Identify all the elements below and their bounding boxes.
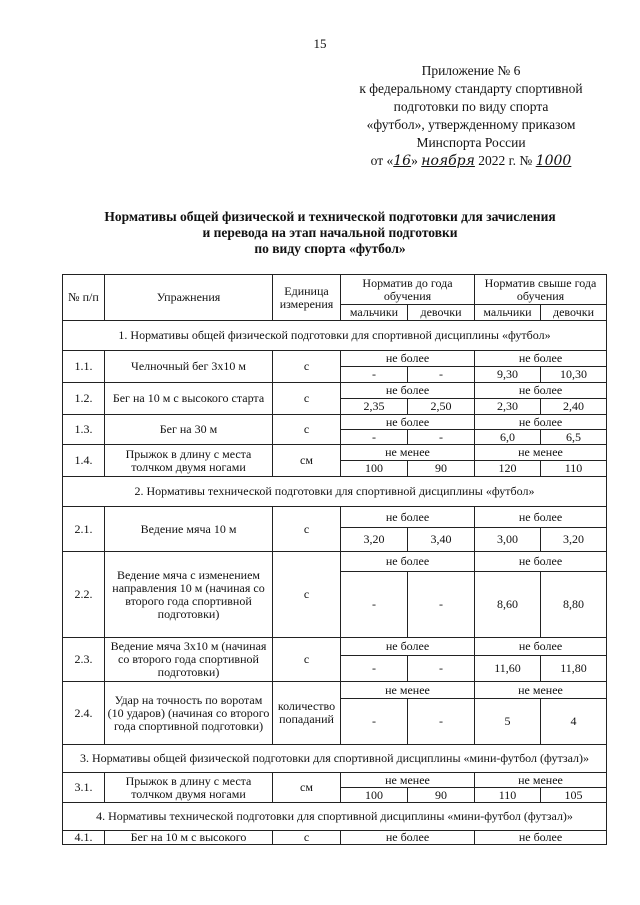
value-cell: 5: [475, 699, 541, 745]
order-day: 16: [393, 153, 412, 169]
exercise-name: Прыжок в длину с места толчком двумя ногами: [105, 445, 273, 477]
header-girls: девочки: [541, 305, 607, 321]
order-year: 2022 г. №: [474, 153, 536, 168]
limit-label: не более: [475, 507, 607, 528]
header-girls: девочки: [408, 305, 475, 321]
limit-label: не более: [341, 415, 475, 430]
section-title: 4. Нормативы технической подготовки для спортивной дисциплины «мини-футбол (футзал)»: [63, 803, 607, 831]
row-number: 1.4.: [63, 445, 105, 477]
exercise-name: Челночный бег 3х10 м: [105, 351, 273, 383]
limit-label: не более: [475, 383, 607, 399]
row-number: 1.2.: [63, 383, 105, 415]
unit: с: [273, 638, 341, 682]
value-cell: 90: [408, 788, 475, 803]
value-cell: -: [341, 430, 408, 445]
exercise-name: Ведение мяча 10 м: [105, 507, 273, 552]
value-cell: 120: [475, 461, 541, 477]
value-cell: 11,60: [475, 656, 541, 682]
section-title: 2. Нормативы технической подготовки для спортивной дисциплины «футбол»: [63, 477, 607, 507]
limit-label: не менее: [475, 773, 607, 788]
limit-label: не более: [475, 415, 607, 430]
value-cell: -: [408, 572, 475, 638]
header-line: подготовки по виду спорта: [393, 99, 549, 114]
value-cell: -: [408, 699, 475, 745]
limit-label: не более: [341, 638, 475, 656]
header-exercise: Упражнения: [105, 275, 273, 321]
value-cell: 9,30: [475, 367, 541, 383]
title-line: Нормативы общей физической и технической подготовки для зачисления: [104, 209, 556, 224]
value-cell: 110: [475, 788, 541, 803]
unit: с: [273, 507, 341, 552]
limit-label: не менее: [475, 682, 607, 699]
value-cell: 10,30: [541, 367, 607, 383]
limit-label: не менее: [341, 445, 475, 461]
value-cell: 6,0: [475, 430, 541, 445]
header-boys: мальчики: [475, 305, 541, 321]
header-boys: мальчики: [341, 305, 408, 321]
value-cell: -: [408, 367, 475, 383]
exercise-name: Бег на 10 м с высокого старта: [105, 383, 273, 415]
value-cell: 90: [408, 461, 475, 477]
row-number: 2.2.: [63, 552, 105, 638]
value-cell: 100: [341, 461, 408, 477]
exercise-name: Бег на 30 м: [105, 415, 273, 445]
value-cell: 4: [541, 699, 607, 745]
row-number: 2.1.: [63, 507, 105, 552]
order-month: ноября: [421, 153, 475, 169]
row-number: 2.4.: [63, 682, 105, 745]
limit-label: не менее: [475, 445, 607, 461]
order-number: 1000: [535, 153, 572, 169]
unit: с: [273, 831, 341, 845]
unit: с: [273, 351, 341, 383]
limit-label: не менее: [341, 682, 475, 699]
unit: с: [273, 383, 341, 415]
limit-label: не более: [475, 638, 607, 656]
document-title: [60, 209, 600, 257]
value-cell: 3,20: [341, 528, 408, 552]
limit-label: не менее: [341, 773, 475, 788]
value-cell: 8,60: [475, 572, 541, 638]
header-line: Минспорта России: [416, 135, 526, 150]
value-cell: 2,40: [541, 399, 607, 415]
limit-label: не более: [475, 831, 607, 845]
order-mid: »: [411, 153, 422, 168]
standards-table: [62, 274, 607, 845]
exercise-name: Удар на точность по воротам (10 ударов) (начиная со второго года спортивной подготовки): [105, 682, 273, 745]
header-num: № п/п: [63, 275, 105, 321]
unit: количество попаданий: [273, 682, 341, 745]
value-cell: 11,80: [541, 656, 607, 682]
value-cell: 3,00: [475, 528, 541, 552]
value-cell: -: [341, 699, 408, 745]
exercise-name: Бег на 10 м с высокого: [105, 831, 273, 845]
exercise-name: Ведение мяча с изменением направления 10 м (начиная со второго года спортивной подготовки): [105, 552, 273, 638]
value-cell: 2,30: [475, 399, 541, 415]
section-title: 1. Нормативы общей физической подготовки для спортивной дисциплины «футбол»: [63, 321, 607, 351]
order-prefix: от «: [370, 153, 394, 168]
value-cell: -: [408, 430, 475, 445]
value-cell: -: [341, 367, 408, 383]
value-cell: 3,40: [408, 528, 475, 552]
exercise-name: Ведение мяча 3х10 м (начиная со второго года спортивной подготовки): [105, 638, 273, 682]
unit: см: [273, 445, 341, 477]
value-cell: -: [341, 656, 408, 682]
unit: с: [273, 552, 341, 638]
row-number: 3.1.: [63, 773, 105, 803]
limit-label: не более: [341, 383, 475, 399]
header-unit: Единица измерения: [273, 275, 341, 321]
value-cell: 6,5: [541, 430, 607, 445]
value-cell: 110: [541, 461, 607, 477]
header-over-year: Норматив свыше года обучения: [475, 275, 607, 305]
limit-label: не более: [341, 831, 475, 845]
page-number: 15: [313, 36, 327, 51]
header-line: Приложение № 6: [421, 63, 521, 78]
header-line: «футбол», утвержденному приказом: [366, 117, 576, 132]
header-line: к федеральному стандарту спортивной: [359, 81, 583, 96]
unit: с: [273, 415, 341, 445]
row-number: 1.1.: [63, 351, 105, 383]
appendix-header: [336, 62, 606, 170]
row-number: 4.1.: [63, 831, 105, 845]
limit-label: не более: [341, 351, 475, 367]
row-number: 2.3.: [63, 638, 105, 682]
value-cell: 2,50: [408, 399, 475, 415]
title-line: по виду спорта «футбол»: [254, 241, 406, 256]
value-cell: 3,20: [541, 528, 607, 552]
unit: см: [273, 773, 341, 803]
value-cell: 2,35: [341, 399, 408, 415]
limit-label: не более: [475, 552, 607, 572]
value-cell: -: [408, 656, 475, 682]
value-cell: 8,80: [541, 572, 607, 638]
limit-label: не более: [341, 507, 475, 528]
exercise-name: Прыжок в длину с места толчком двумя ногами: [105, 773, 273, 803]
order-line: [336, 152, 606, 170]
limit-label: не более: [341, 552, 475, 572]
section-title: 3. Нормативы общей физической подготовки для спортивной дисциплины «мини-футбол (футзал)»: [63, 745, 607, 773]
limit-label: не более: [475, 351, 607, 367]
value-cell: -: [341, 572, 408, 638]
value-cell: 100: [341, 788, 408, 803]
row-number: 1.3.: [63, 415, 105, 445]
header-until-year: Норматив до года обучения: [341, 275, 475, 305]
value-cell: 105: [541, 788, 607, 803]
title-line: и перевода на этап начальной подготовки: [202, 225, 458, 240]
